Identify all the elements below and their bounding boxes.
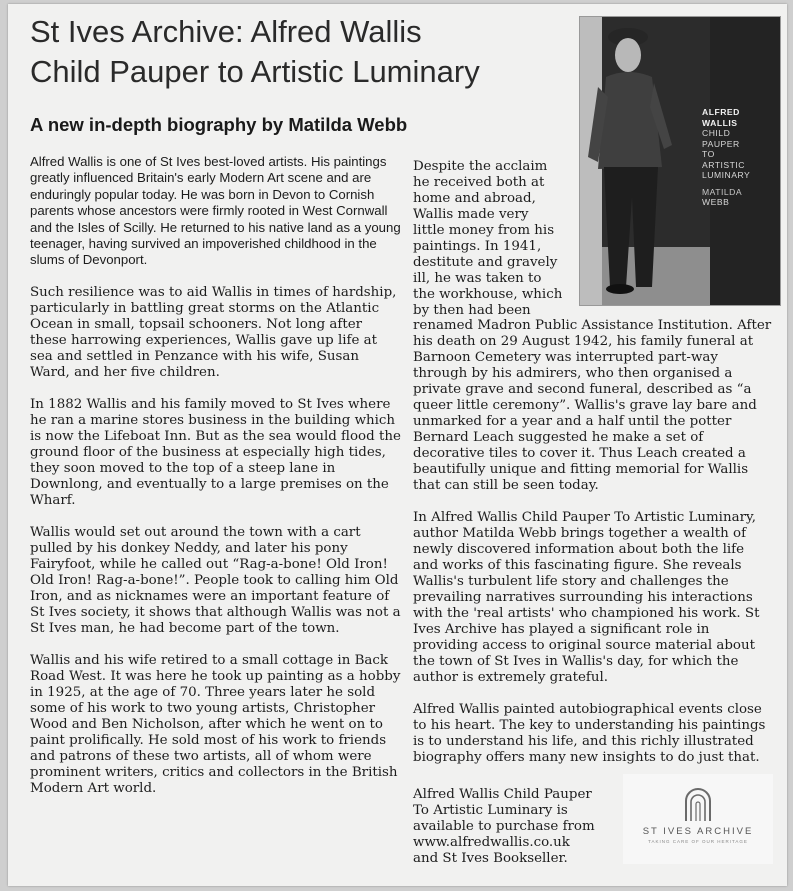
- text-line: Despite the acclaim: [413, 159, 548, 174]
- man-portrait-figure: [580, 17, 710, 305]
- cover-line: CHILD: [702, 128, 731, 138]
- text-line: available to purchase from: [413, 819, 595, 834]
- cover-line: PAUPER: [702, 138, 740, 149]
- title-line-2: Child Pauper to Artistic Luminary: [30, 54, 480, 89]
- article-page: [8, 4, 787, 886]
- cover-line: TO: [702, 149, 715, 159]
- text-line: destitute and gravely: [413, 255, 558, 270]
- book-cover-image: [579, 16, 781, 306]
- title-line-1: St Ives Archive: Alfred Wallis: [30, 14, 422, 49]
- body-paragraph: In Alfred Wallis Child Pauper To Artistic Luminary, author Matilda Webb brings together a wealth of newly discovered information about both the life and works of this fascinating figure. She reveals Wallis's turbulent life story and challenges the prevailing narratives surrounding his interactions with the 'real artists' who championed his work. St Ives Archive has played a significant role in providing access to original source material about the town of St Ives in Wallis's day, for which the author is extremely grateful.: [413, 510, 760, 685]
- body-paragraph: renamed Madron Public Assistance Institution. After his death on 29 August 1942, his family funeral at Barnoon Cemetery was interrupted part-way through by his admirers, who then organised a private grave and second funeral, described as “a queer little ceremony”. Wallis's grave lay bare and unmarked for a year and a half until the potter Bernard Leach suggested he make a set of decorative tiles to cover it. Thus Leach created a beautifully unique and fitting memorial for Wallis that can still be seen today.: [413, 318, 772, 493]
- text-line: Wallis made very: [413, 207, 529, 222]
- cover-title: [702, 107, 776, 208]
- logo-name: ST IVES ARCHIVE: [642, 826, 754, 837]
- text-line: To Artistic Luminary is: [413, 803, 568, 818]
- cover-author: WEBB: [702, 197, 730, 207]
- text-line: the workhouse, which: [413, 287, 563, 302]
- body-paragraph: Alfred Wallis painted autobiographical events close to his heart. The key to understanding his paintings is to understand his life, and this richly illustrated biography offers many new insights to do just that.: [413, 702, 766, 765]
- article-title: [30, 12, 590, 92]
- text-line: little money from his: [413, 223, 555, 238]
- text-line: home and abroad,: [413, 191, 536, 206]
- arch-logo-icon: [683, 786, 713, 822]
- cover-line: WALLIS: [702, 117, 738, 128]
- text-line: Alfred Wallis Child Pauper: [413, 787, 592, 802]
- purchase-info: [413, 787, 613, 867]
- right-column-intro: [413, 159, 578, 319]
- cover-author: MATILDA: [702, 186, 743, 197]
- cover-line: LUMINARY: [702, 170, 751, 180]
- right-column: [413, 318, 773, 782]
- body-paragraph: Wallis and his wife retired to a small cottage in Back Road West. It was here he took up painting as a hobby in 1925, at the age of 70. Three years later he sold some of his work to two young artists, Christopher Wood and Ben Nicholson, after which he went on to paint prolifically. He sold most of his work to friends and patrons of these two artists, all of whom were prominent writers, critics and collectors in the British Modern Art world.: [30, 652, 401, 796]
- body-paragraph: In 1882 Wallis and his family moved to St Ives where he ran a marine stores business in the building which is now the Lifeboat Inn. But as the sea would flood the ground floor of the business at especially high tides, they soon moved to the top of a steep lane in Downlong, and eventually to a large premises on the Wharf.: [30, 396, 401, 508]
- text-line: by then had been: [413, 303, 531, 318]
- body-paragraph: Such resilience was to aid Wallis in times of hardship, particularly in battling great storms on the Atlantic Ocean in small, topsail schooners. Not long after these harrowing experiences, Wallis gave up life at sea and settled in Penzance with his wife, Susan Ward, and her five children.: [30, 284, 397, 380]
- lead-paragraph: Alfred Wallis is one of St Ives best-loved artists. His paintings greatly influenced Britain's early Modern Art scene and are enduringly popular today. He was born in Devon to Cornish parents whose ancestors were firmly rooted in West Cornwall and the Isles of Scilly. He returned to his native land as a young teenager, having survived an impoverished childhood in the slums of Devonport.: [30, 154, 401, 268]
- logo-tagline: TAKING CARE OF OUR HERITAGE: [648, 839, 748, 844]
- website-link[interactable]: www.alfredwallis.co.uk: [413, 835, 570, 850]
- text-line: ill, he was taken to: [413, 271, 542, 286]
- text-line: he received both at: [413, 175, 545, 190]
- st-ives-archive-logo: [623, 774, 773, 864]
- cover-line: ALFRED: [702, 107, 740, 117]
- text-line: and St Ives Bookseller.: [413, 851, 568, 866]
- article-subtitle: A new in-depth biography by Matilda Webb: [30, 114, 408, 135]
- body-paragraph: Wallis would set out around the town with a cart pulled by his donkey Neddy, and later his pony Fairyfoot, while he called out “Rag-a-bone! Old Iron! Old Iron! Rag-a-bone!”. People took to calling him Old Iron, and as nicknames were an important feature of St Ives society, it shows that although Wallis was not a St Ives man, he had become part of the town.: [30, 524, 401, 636]
- left-column: [30, 154, 402, 813]
- text-line: paintings. In 1941,: [413, 239, 542, 254]
- cover-line: ARTISTIC: [702, 159, 745, 170]
